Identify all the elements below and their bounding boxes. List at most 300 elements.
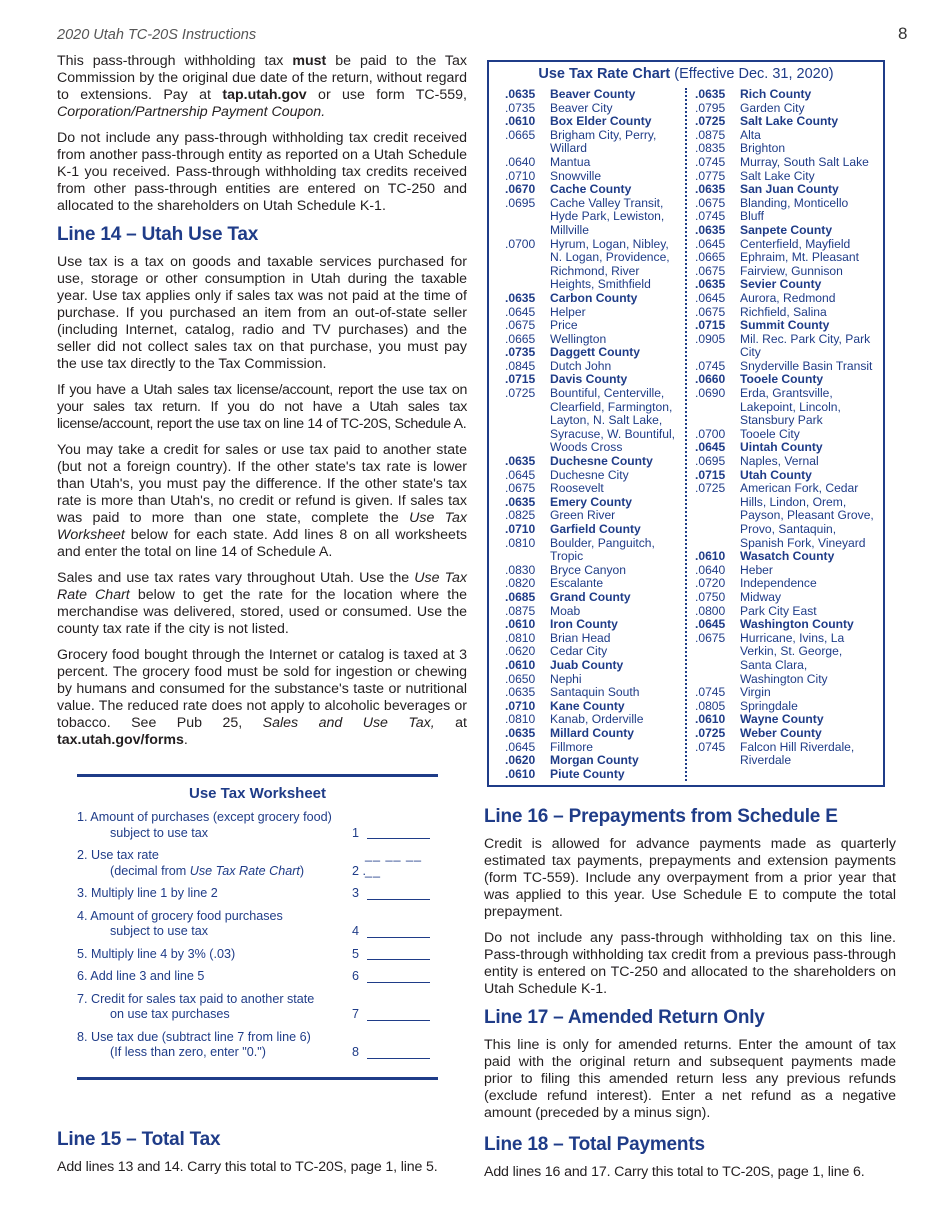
rate-value: .0835 (695, 141, 726, 156)
rate-location: Kanab, Orderville (550, 712, 644, 727)
rate-row (695, 523, 875, 537)
rate-location: Sanpete County (740, 222, 833, 237)
rate-value: .0665 (695, 250, 726, 265)
rate-row (505, 768, 685, 782)
rate-location: Cedar City (550, 644, 608, 659)
rate-value (505, 401, 550, 415)
rate-row (505, 673, 685, 687)
worksheet-line-7 (77, 992, 438, 1023)
rate-value: .0735 (505, 100, 536, 115)
rate-row (505, 88, 685, 102)
rate-value: .0610 (695, 549, 726, 564)
rate-row (505, 170, 685, 184)
rate-location: Centerfield, Mayfield (740, 236, 851, 251)
rate-location: Hyde Park, Lewiston, (550, 209, 665, 224)
rate-location: Boulder, Panguitch, (550, 535, 655, 550)
rate-value: .0610 (505, 766, 536, 781)
rate-row (505, 224, 685, 238)
rate-row (695, 441, 875, 455)
rate-value (505, 428, 550, 442)
rate-location: Salt Lake County (740, 114, 839, 129)
rate-location: Nephi (550, 671, 582, 686)
rate-location: Hyrum, Logan, Nibley, (550, 236, 669, 251)
rate-row (695, 754, 875, 768)
rate-value: .0775 (695, 168, 726, 183)
rate-value: .0695 (505, 195, 536, 210)
rate-location: San Juan County (740, 182, 839, 197)
rate-value (695, 509, 740, 523)
paragraph-use-tax-def: Use tax is a tax on goods and taxable services purchased for use, storage or other consumption in Utah during the taxable year. Use tax applies only if sales tax was not paid at the time of purchase. If you purchased an item from an out-of-state seller (including Internet, catalog, radio and TV purchases) and the seller did not collect sales tax on that purchase, you must pay the use tax directly to the Tax Commission. (57, 254, 467, 372)
rate-location: Riverdale (740, 753, 792, 768)
rate-row (505, 496, 685, 510)
rate-location: Sevier County (740, 277, 822, 292)
rate-value (505, 251, 550, 265)
rate-location: Brighton (740, 141, 786, 156)
rate-location: Snyderville Basin Transit (740, 358, 873, 373)
rate-value (505, 142, 550, 156)
rate-location: Morgan County (550, 753, 639, 768)
worksheet-line-label: 5. Multiply line 4 by 3% (.03) (77, 946, 236, 961)
rate-value: .0875 (695, 127, 726, 142)
rate-value: .0610 (505, 617, 536, 632)
rate-row (505, 577, 685, 591)
rate-value: .0725 (695, 725, 726, 740)
rate-row (695, 102, 875, 116)
rate-value: .0810 (505, 630, 536, 645)
rate-location: Murray, South Salt Lake (740, 154, 869, 169)
rate-value: .0710 (505, 168, 536, 183)
rate-value: .0645 (695, 440, 726, 455)
rate-row (695, 251, 875, 265)
rate-row (695, 292, 875, 306)
rate-value: .0635 (505, 494, 536, 509)
rate-location: Hurricane, Ivins, La (740, 630, 845, 645)
worksheet-line-5 (77, 947, 438, 963)
rate-row (695, 346, 875, 360)
rate-row (695, 428, 875, 442)
rate-row (695, 306, 875, 320)
heading-line-14: Line 14 – Utah Use Tax (57, 224, 259, 245)
rate-value: .0620 (505, 644, 536, 659)
rate-value: .0620 (505, 753, 536, 768)
use-tax-worksheet (77, 774, 438, 1080)
rate-row (695, 591, 875, 605)
rate-value: .0830 (505, 562, 536, 577)
rate-chart-title: Use Tax Rate Chart (Effective Dec. 31, 2020) (538, 66, 834, 82)
rate-row (505, 292, 685, 306)
rate-value (695, 414, 740, 428)
worksheet-line-label: 3. Multiply line 1 by line 2 (77, 886, 218, 900)
rate-location: Grand County (550, 589, 631, 604)
rate-row (505, 618, 685, 632)
rate-row (695, 577, 875, 591)
rate-row (505, 632, 685, 646)
worksheet-line-label: 1. Amount of purchases (except grocery food) subject to use tax (77, 810, 332, 840)
rate-value: .0720 (695, 576, 726, 591)
paragraph-line-16a: Credit is allowed for advance payments made as quarterly estimated tax payments, prepayments and extension payments (form TC-559). Include any overpayment from a prior year that was applied to this year. Use Schedule E to compute the total prepayment. (484, 836, 896, 920)
rate-location: Naples, Vernal (740, 454, 819, 469)
rate-value: .0845 (505, 358, 536, 373)
rate-location: Ephraim, Mt. Pleasant (740, 250, 859, 265)
rate-row (695, 401, 875, 415)
left-column (57, 53, 467, 758)
heading-line-17: Line 17 – Amended Return Only (484, 1007, 765, 1028)
rate-value: .0695 (695, 454, 726, 469)
rate-row (505, 741, 685, 755)
rate-value: .0635 (695, 87, 726, 101)
rate-row (505, 278, 685, 292)
rate-row (505, 210, 685, 224)
rate-location: Brian Head (550, 630, 611, 645)
rate-row (505, 156, 685, 170)
rate-location: Park City East (740, 603, 817, 618)
rate-row (505, 333, 685, 347)
rate-row (505, 469, 685, 483)
worksheet-line-4 (77, 909, 438, 940)
rate-row (505, 686, 685, 700)
rate-row (695, 537, 875, 551)
rate-row (695, 197, 875, 211)
rate-row (695, 550, 875, 564)
rate-location: Woods Cross (550, 440, 623, 455)
rate-location: Independence (740, 576, 817, 591)
worksheet-line-6 (77, 969, 438, 985)
rate-row (695, 360, 875, 374)
rate-row (695, 618, 875, 632)
rate-row (695, 88, 875, 102)
worksheet-line-number: 2 . (352, 863, 367, 878)
rate-value: .0795 (695, 100, 726, 115)
rate-row (505, 319, 685, 333)
rate-location: Mil. Rec. Park City, Park (740, 331, 871, 346)
rate-location: Erda, Grantsville, (740, 386, 833, 401)
rate-location: N. Logan, Providence, (550, 250, 670, 265)
rate-location: Emery County (550, 494, 632, 509)
rate-row (505, 659, 685, 673)
forms-link[interactable]: tax.utah.gov/forms (57, 732, 184, 748)
worksheet-line-label: 7. Credit for sales tax paid to another state on use tax purchases (77, 991, 315, 1021)
page-header-title: 2020 Utah TC-20S Instructions (57, 27, 257, 43)
rate-location: Lakepoint, Lincoln, (740, 399, 841, 414)
rate-row (505, 115, 685, 129)
paragraph-line-17: This line is only for amended returns. Enter the amount of tax paid with the original return and subsequent payments made prior to filing this amended return less any previous refunds (exclude refund interest). Enter a net refund as a negative amount (preceded by a minus sign). (484, 1037, 896, 1121)
rate-row (695, 183, 875, 197)
rate-value: .0725 (695, 114, 726, 129)
rate-row (505, 197, 685, 211)
line-15-section (57, 1123, 477, 1185)
rate-location: Duchesne County (550, 454, 653, 469)
rate-row (695, 496, 875, 510)
worksheet-entry-line[interactable] (367, 899, 430, 900)
rate-value: .0675 (695, 630, 726, 645)
rate-value (695, 496, 740, 510)
rate-row (505, 700, 685, 714)
rate-value: .0635 (505, 290, 536, 305)
rate-value (505, 278, 550, 292)
rate-value: .0645 (695, 236, 726, 251)
rate-location: Provo, Santaquin, (740, 522, 837, 536)
worksheet-line-number: 5 (352, 946, 360, 961)
rate-location: Summit County (740, 318, 830, 333)
rate-row (505, 414, 685, 428)
rate-value: .0645 (505, 739, 536, 754)
rate-value: .0750 (695, 589, 726, 604)
rate-location: Washington City (740, 671, 828, 686)
rate-location: Rich County (740, 87, 812, 101)
rate-location: Roosevelt (550, 481, 604, 496)
worksheet-line-label: 4. Amount of grocery food purchases subject to use tax (77, 908, 283, 938)
worksheet-line-1 (77, 810, 438, 841)
worksheet-line-number: 7 (352, 1007, 360, 1021)
rate-location: Bryce Canyon (550, 562, 626, 577)
rate-value: .0725 (505, 386, 536, 401)
rate-value: .0745 (695, 685, 726, 700)
rate-location: Aurora, Redmond (740, 290, 836, 305)
worksheet-entry-line[interactable] (367, 959, 430, 960)
rate-value (505, 265, 550, 279)
worksheet-entry-line[interactable] (367, 838, 430, 839)
rate-location: Snowville (550, 168, 602, 183)
rate-value: .0635 (505, 87, 536, 101)
worksheet-entry-line[interactable] (367, 937, 430, 938)
rate-value: .0800 (695, 603, 726, 618)
rate-row (505, 238, 685, 252)
rate-location: Garden City (740, 100, 805, 115)
paragraph-line-15: Add lines 13 and 14. Carry this total to TC-20S, page 1, line 5. (57, 1159, 438, 1175)
rate-location: Moab (550, 603, 581, 618)
rate-value: .0675 (505, 481, 536, 496)
rate-value: .0640 (505, 154, 536, 169)
rate-location: Washington County (740, 617, 854, 632)
rate-location: Heights, Smithfield (550, 277, 651, 292)
rate-location: Hills, Lindon, Orem, (740, 494, 847, 509)
rate-row (695, 142, 875, 156)
rate-row (695, 455, 875, 469)
rate-row (505, 564, 685, 578)
rate-value: .0675 (505, 318, 536, 333)
rate-row (695, 333, 875, 347)
rate-location: Verkin, St. George, (740, 644, 843, 659)
rate-location: Tooele City (740, 426, 800, 441)
rate-value: .0715 (695, 318, 726, 333)
tap-link[interactable]: tap.utah.gov (222, 87, 307, 103)
rate-location: Millville (550, 222, 589, 237)
rate-row (695, 605, 875, 619)
worksheet-line-label: 2. Use tax rate (decimal from Use Tax Rate Chart) (77, 848, 305, 878)
rate-row (695, 659, 875, 673)
rate-value (695, 659, 740, 673)
rate-chart-left-column (505, 88, 685, 781)
rate-value: .0665 (505, 127, 536, 142)
heading-line-16: Line 16 – Prepayments from Schedule E (484, 806, 838, 827)
rate-location: Piute County (550, 766, 625, 781)
rate-location: Utah County (740, 467, 812, 482)
rate-value: .0745 (695, 154, 726, 169)
rate-row (505, 251, 685, 265)
rate-location: Layton, N. Salt Lake, (550, 413, 663, 428)
rate-value (695, 754, 740, 768)
paragraph-line-16b: Do not include any pass-through withholding tax on this line. Pass-through withholding tax credit from a previous pass-through entity is entered on TC-250 and allocated to the shareholders on Utah Schedule K-1. (484, 930, 896, 997)
rate-value (695, 401, 740, 415)
rate-location: Helper (550, 304, 586, 319)
rate-row (695, 129, 875, 143)
rate-value: .0650 (505, 671, 536, 686)
rate-value: .0610 (505, 114, 536, 129)
rate-value: .0675 (695, 304, 726, 319)
rate-value: .0745 (695, 358, 726, 373)
rate-location: Brigham City, Perry, (550, 127, 657, 142)
rate-value: .0640 (695, 562, 726, 577)
rate-value: .0670 (505, 182, 536, 197)
paragraph-line-18: Add lines 16 and 17. Carry this total to TC-20S, page 1, line 6. (484, 1164, 865, 1180)
rate-row (505, 183, 685, 197)
rate-value: .0645 (695, 290, 726, 305)
rate-value: .0745 (695, 209, 726, 224)
paragraph-grocery-food: Grocery food bought through the Internet or catalog is taxed at 3 percent. The grocery food must be sold for ingestion or chewing by humans and consumed for the substance's taste or nutritional value. The reduced rate does not apply to alcoholic beverages or tobacco. See Pub 25, Sales and Use Tax, at tax.utah.gov/forms. (57, 647, 467, 748)
worksheet-entry-line[interactable] (367, 982, 430, 983)
rate-row (695, 224, 875, 238)
rate-location: Virgin (740, 685, 771, 700)
rate-value: .0645 (505, 467, 536, 482)
rate-row (505, 441, 685, 455)
heading-line-15: Line 15 – Total Tax (57, 1129, 221, 1150)
rate-row (505, 129, 685, 143)
rate-value (695, 537, 740, 551)
rate-location: Spanish Fork, Vineyard (740, 535, 866, 550)
rate-location: Price (550, 318, 578, 333)
rate-row (695, 713, 875, 727)
rate-location: Cache County (550, 182, 632, 197)
rate-row (695, 564, 875, 578)
rate-row (505, 455, 685, 469)
rate-row (695, 387, 875, 401)
rate-value: .0610 (695, 712, 726, 727)
rate-location: Santa Clara, (740, 657, 808, 672)
rate-value: .0635 (505, 725, 536, 740)
rate-location: Weber County (740, 725, 822, 740)
rate-value: .0810 (505, 712, 536, 727)
rate-location: Richmond, River (550, 263, 640, 278)
rate-value: .0635 (695, 182, 726, 197)
rate-value: .0635 (695, 222, 726, 237)
rate-value: .0715 (505, 372, 536, 387)
right-column (484, 800, 896, 1190)
rate-location: Falcon Hill Riverdale, (740, 739, 855, 754)
rate-location: Syracuse, W. Bountiful, (550, 426, 676, 441)
rate-value: .0685 (505, 589, 536, 604)
rate-value (505, 414, 550, 428)
rate-value (695, 645, 740, 659)
rate-row (695, 645, 875, 659)
rate-value: .0710 (505, 698, 536, 713)
rate-value (695, 523, 740, 537)
worksheet-entry-line[interactable] (367, 1058, 430, 1059)
rate-row (695, 632, 875, 646)
worksheet-line-number: 1 (352, 825, 360, 840)
rate-row (695, 265, 875, 279)
rate-row (695, 686, 875, 700)
rate-value: .0675 (695, 263, 726, 278)
rate-location: Beaver County (550, 87, 636, 101)
rate-value: .0660 (695, 372, 726, 387)
rate-location: American Fork, Cedar (740, 481, 859, 496)
paragraph-rates-vary: Sales and use tax rates vary throughout Utah. Use the Use Tax Rate Chart below to get the rate for the location where the merchandise was delivered, stored, used or consumed. Use the county tax rate if the city is not listed. (57, 570, 467, 637)
worksheet-line-label: 8. Use tax due (subtract line 7 from line 6) (If less than zero, enter "0.") (77, 1029, 311, 1059)
rate-value (505, 550, 550, 564)
rate-location: Fillmore (550, 739, 594, 754)
rate-row (505, 727, 685, 741)
rate-location: Bountiful, Centerville, (550, 386, 665, 401)
rate-value (505, 224, 550, 238)
rate-location: Kane County (550, 698, 625, 713)
rate-value: .0905 (695, 331, 726, 346)
rate-location: Tropic (550, 549, 584, 564)
rate-row (505, 537, 685, 551)
rate-location: Springdale (740, 698, 798, 713)
rate-location: Carbon County (550, 290, 638, 305)
rate-value: .0690 (695, 386, 726, 401)
rate-value: .0665 (505, 331, 536, 346)
rate-value: .0635 (505, 454, 536, 469)
worksheet-line-number: 6 (352, 969, 360, 983)
worksheet-rate-entry[interactable]: __ __ __ __ (365, 848, 423, 878)
page-number: 8 (898, 24, 908, 43)
rate-location: Davis County (550, 372, 628, 387)
worksheet-title: Use Tax Worksheet (189, 785, 326, 802)
rate-row (695, 373, 875, 387)
rate-value: .0635 (695, 277, 726, 292)
paragraph-sales-tax-license: If you have a Utah sales tax license/account, report the use tax on your sales tax return. If you do not have a Utah sales tax license/account, report the use tax on line 14 of TC-20S, Schedule A. (57, 382, 467, 432)
rate-row (505, 373, 685, 387)
rate-value (505, 210, 550, 224)
rate-row (505, 605, 685, 619)
rate-location: Escalante (550, 576, 604, 591)
rate-row (505, 754, 685, 768)
rate-value: .0610 (505, 657, 536, 672)
rate-chart-right-column (685, 88, 875, 781)
rate-location: Dutch John (550, 358, 612, 373)
rate-row (695, 115, 875, 129)
rate-location: Richfield, Salina (740, 304, 827, 319)
rate-location: Mantua (550, 154, 591, 169)
rate-row (695, 700, 875, 714)
rate-row (505, 428, 685, 442)
rate-location: Daggett County (550, 345, 641, 360)
rate-value (695, 346, 740, 360)
rate-location: Box Elder County (550, 114, 652, 129)
rate-value: .0805 (695, 698, 726, 713)
rate-location: Uintah County (740, 440, 823, 455)
rate-value: .0700 (505, 236, 536, 251)
rate-location: Green River (550, 508, 616, 523)
rate-row (505, 591, 685, 605)
rate-location: Iron County (550, 617, 618, 632)
heading-line-18: Line 18 – Total Payments (484, 1134, 705, 1155)
worksheet-entry-line[interactable] (367, 1020, 430, 1021)
worksheet-line-number: 4 (352, 924, 360, 938)
worksheet-items (77, 810, 438, 1061)
rate-row (695, 509, 875, 523)
paragraph-withholding-due: This pass-through withholding tax must be paid to the Tax Commission by the original due date of the return, without regard to extensions. Pay at tap.utah.gov or use form TC-559, Corporation/Partnership Payment Coupon. (57, 53, 467, 120)
worksheet-line-2 (77, 848, 438, 879)
rate-value: .0745 (695, 739, 726, 754)
rate-location: Payson, Pleasant Grove, (740, 508, 874, 523)
rate-row (505, 523, 685, 537)
rate-location: Tooele County (740, 372, 824, 387)
rate-row (505, 142, 685, 156)
rate-row (695, 278, 875, 292)
rate-location: Alta (740, 127, 761, 142)
